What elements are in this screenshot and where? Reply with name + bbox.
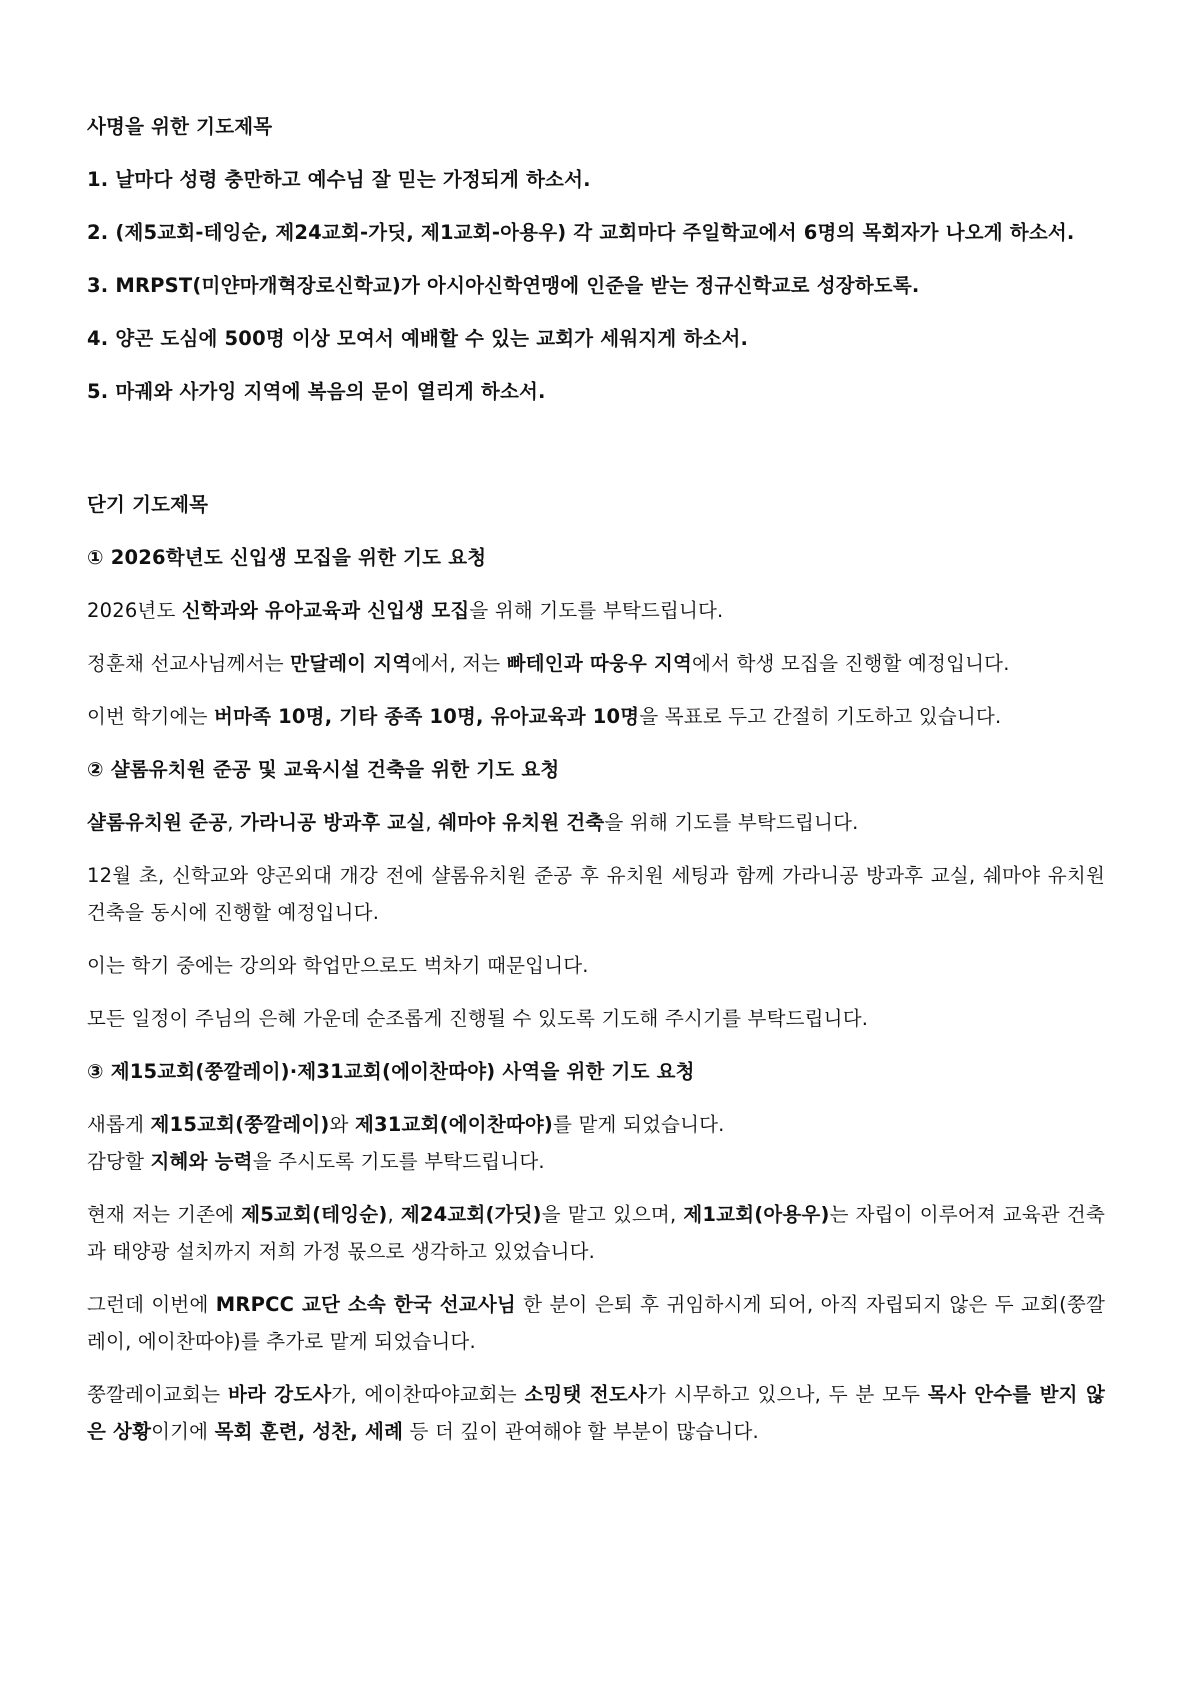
mission-item-4: 4. 양곤 도심에 500명 이상 모여서 예배할 수 있는 교회가 세워지게 하소서.: [87, 327, 749, 350]
text: 를 맡게 되었습니다.: [553, 1113, 725, 1136]
emphasis: 제1교회(아용우): [683, 1203, 830, 1226]
text: ,: [227, 811, 241, 834]
line: [87, 1106, 1105, 1143]
section-2-paragraph-4: 모든 일정이 주님의 은혜 가운데 순조롭게 진행될 수 있도록 기도해 주시기를 부탁드립니다.: [87, 1007, 869, 1030]
emphasis: 목회 훈련, 성찬, 세례: [214, 1420, 404, 1443]
section-2-paragraph-3: 이는 학기 중에는 강의와 학업만으로도 벅차기 때문입니다.: [87, 954, 589, 977]
emphasis: 가라니공 방과후 교실: [240, 811, 426, 834]
text: 가, 에이찬따야교회는: [331, 1383, 525, 1406]
section-gap: [87, 426, 1105, 486]
text: 감당할: [87, 1150, 151, 1173]
section-2-paragraph-2: 12월 초, 신학교와 양곤외대 개강 전에 샬롬유치원 준공 후 유치원 세팅과 함께 가라니공 방과후 교실, 쉐마야 유치원 건축을 동시에 진행할 예정입니다.: [87, 864, 1105, 924]
text: 에서, 저는: [411, 652, 507, 675]
text: 등 더 깊이 관여해야 할 부분이 많습니다.: [403, 1420, 759, 1443]
text: 현재 저는 기존에: [87, 1203, 242, 1226]
short-term-heading: 단기 기도제목: [87, 493, 209, 516]
section-1-paragraph-2: [87, 645, 1105, 682]
section-2-title: ② 샬롬유치원 준공 및 교육시설 건축을 위한 기도 요청: [87, 758, 560, 781]
text: 이번 학기에는: [87, 705, 215, 728]
text: 는 자립이 이루어져 교육관 건축과 태양광 설치까지 저희 가정 몫으로 생각하고 있었습니다.: [87, 1203, 1105, 1263]
mission-item-2: 2. (제5교회-테잉순, 제24교회-가딧, 제1교회-아용우) 각 교회마다 주일학교에서 6명의 목회자가 나오게 하소서.: [87, 221, 1075, 244]
mission-item-1: 1. 날마다 성령 충만하고 예수님 잘 믿는 가정되게 하소서.: [87, 168, 591, 191]
emphasis: 제31교회(에이찬따야): [354, 1113, 554, 1136]
section-2-paragraph-1: [87, 804, 1105, 841]
emphasis: 빠테인과 따웅우 지역: [506, 652, 693, 675]
text: 쭝깔레이교회는: [87, 1383, 228, 1406]
section-1-title: ① 2026학년도 신입생 모집을 위한 기도 요청: [87, 546, 487, 569]
mission-heading: 사명을 위한 기도제목: [87, 115, 273, 138]
emphasis: 샬롬유치원 준공: [87, 811, 228, 834]
emphasis: 신학과와 유아교육과 신입생 모집: [181, 599, 470, 622]
text: 2026년도: [87, 599, 182, 622]
section-3-paragraph-4: [87, 1376, 1105, 1450]
emphasis: 제15교회(쭝깔레이): [150, 1113, 330, 1136]
mission-item-5: 5. 마궤와 사가잉 지역에 복음의 문이 열리게 하소서.: [87, 380, 546, 403]
text: 한 분이 은퇴 후 귀임하시게 되어, 아직 자립되지 않은 두 교회(쭝깔레이, 에이찬따야)를 추가로 맡게 되었습니다.: [87, 1293, 1105, 1353]
text: 을 위해 기도를 부탁드립니다.: [469, 599, 724, 622]
mission-item-3: 3. MRPST(미얀마개혁장로신학교)가 아시아신학연맹에 인준을 받는 정규신학교로 성장하도록.: [87, 274, 920, 297]
section-3-paragraph-3: [87, 1286, 1105, 1360]
emphasis: 바라 강도사: [227, 1383, 332, 1406]
emphasis: 버마족 10명, 기타 종족 10명, 유아교육과 10명: [214, 705, 640, 728]
text: 가 시무하고 있으나, 두 분 모두: [646, 1383, 928, 1406]
text: 그런데 이번에: [87, 1293, 216, 1316]
text: 을 위해 기도를 부탁드립니다.: [604, 811, 859, 834]
emphasis: 지혜와 능력: [150, 1150, 253, 1173]
emphasis: 만달레이 지역: [290, 652, 412, 675]
text: ,: [387, 1203, 401, 1226]
emphasis: 쉐마야 유치원 건축: [438, 811, 605, 834]
section-3-paragraph-2: [87, 1196, 1105, 1270]
text: 을 맡고 있으며,: [541, 1203, 684, 1226]
text: ,: [425, 811, 439, 834]
text: 정훈채 선교사님께서는: [87, 652, 291, 675]
text: 을 주시도록 기도를 부탁드립니다.: [252, 1150, 545, 1173]
emphasis: 제24교회(가딧): [400, 1203, 542, 1226]
text: 와: [329, 1113, 355, 1136]
emphasis: 목사 안수를 받지 않은 상황: [87, 1383, 1105, 1443]
emphasis: 소밍탯 전도사: [524, 1383, 647, 1406]
text: 이기에: [151, 1420, 215, 1443]
section-1-paragraph-3: [87, 698, 1105, 735]
line: [87, 1143, 1105, 1180]
emphasis: MRPCC 교단 소속 한국 선교사님: [215, 1293, 516, 1316]
emphasis: 제5교회(테잉순): [241, 1203, 388, 1226]
section-3-paragraph-1: [87, 1106, 1105, 1180]
text: 을 목표로 두고 간절히 기도하고 있습니다.: [639, 705, 1002, 728]
text: 새롭게: [87, 1113, 151, 1136]
section-3-title: ③ 제15교회(쭝깔레이)·제31교회(에이찬따야) 사역을 위한 기도 요청: [87, 1060, 695, 1083]
text: 에서 학생 모집을 진행할 예정입니다.: [692, 652, 1010, 675]
document-page: [87, 108, 1105, 1466]
section-1-paragraph-1: [87, 592, 1105, 629]
